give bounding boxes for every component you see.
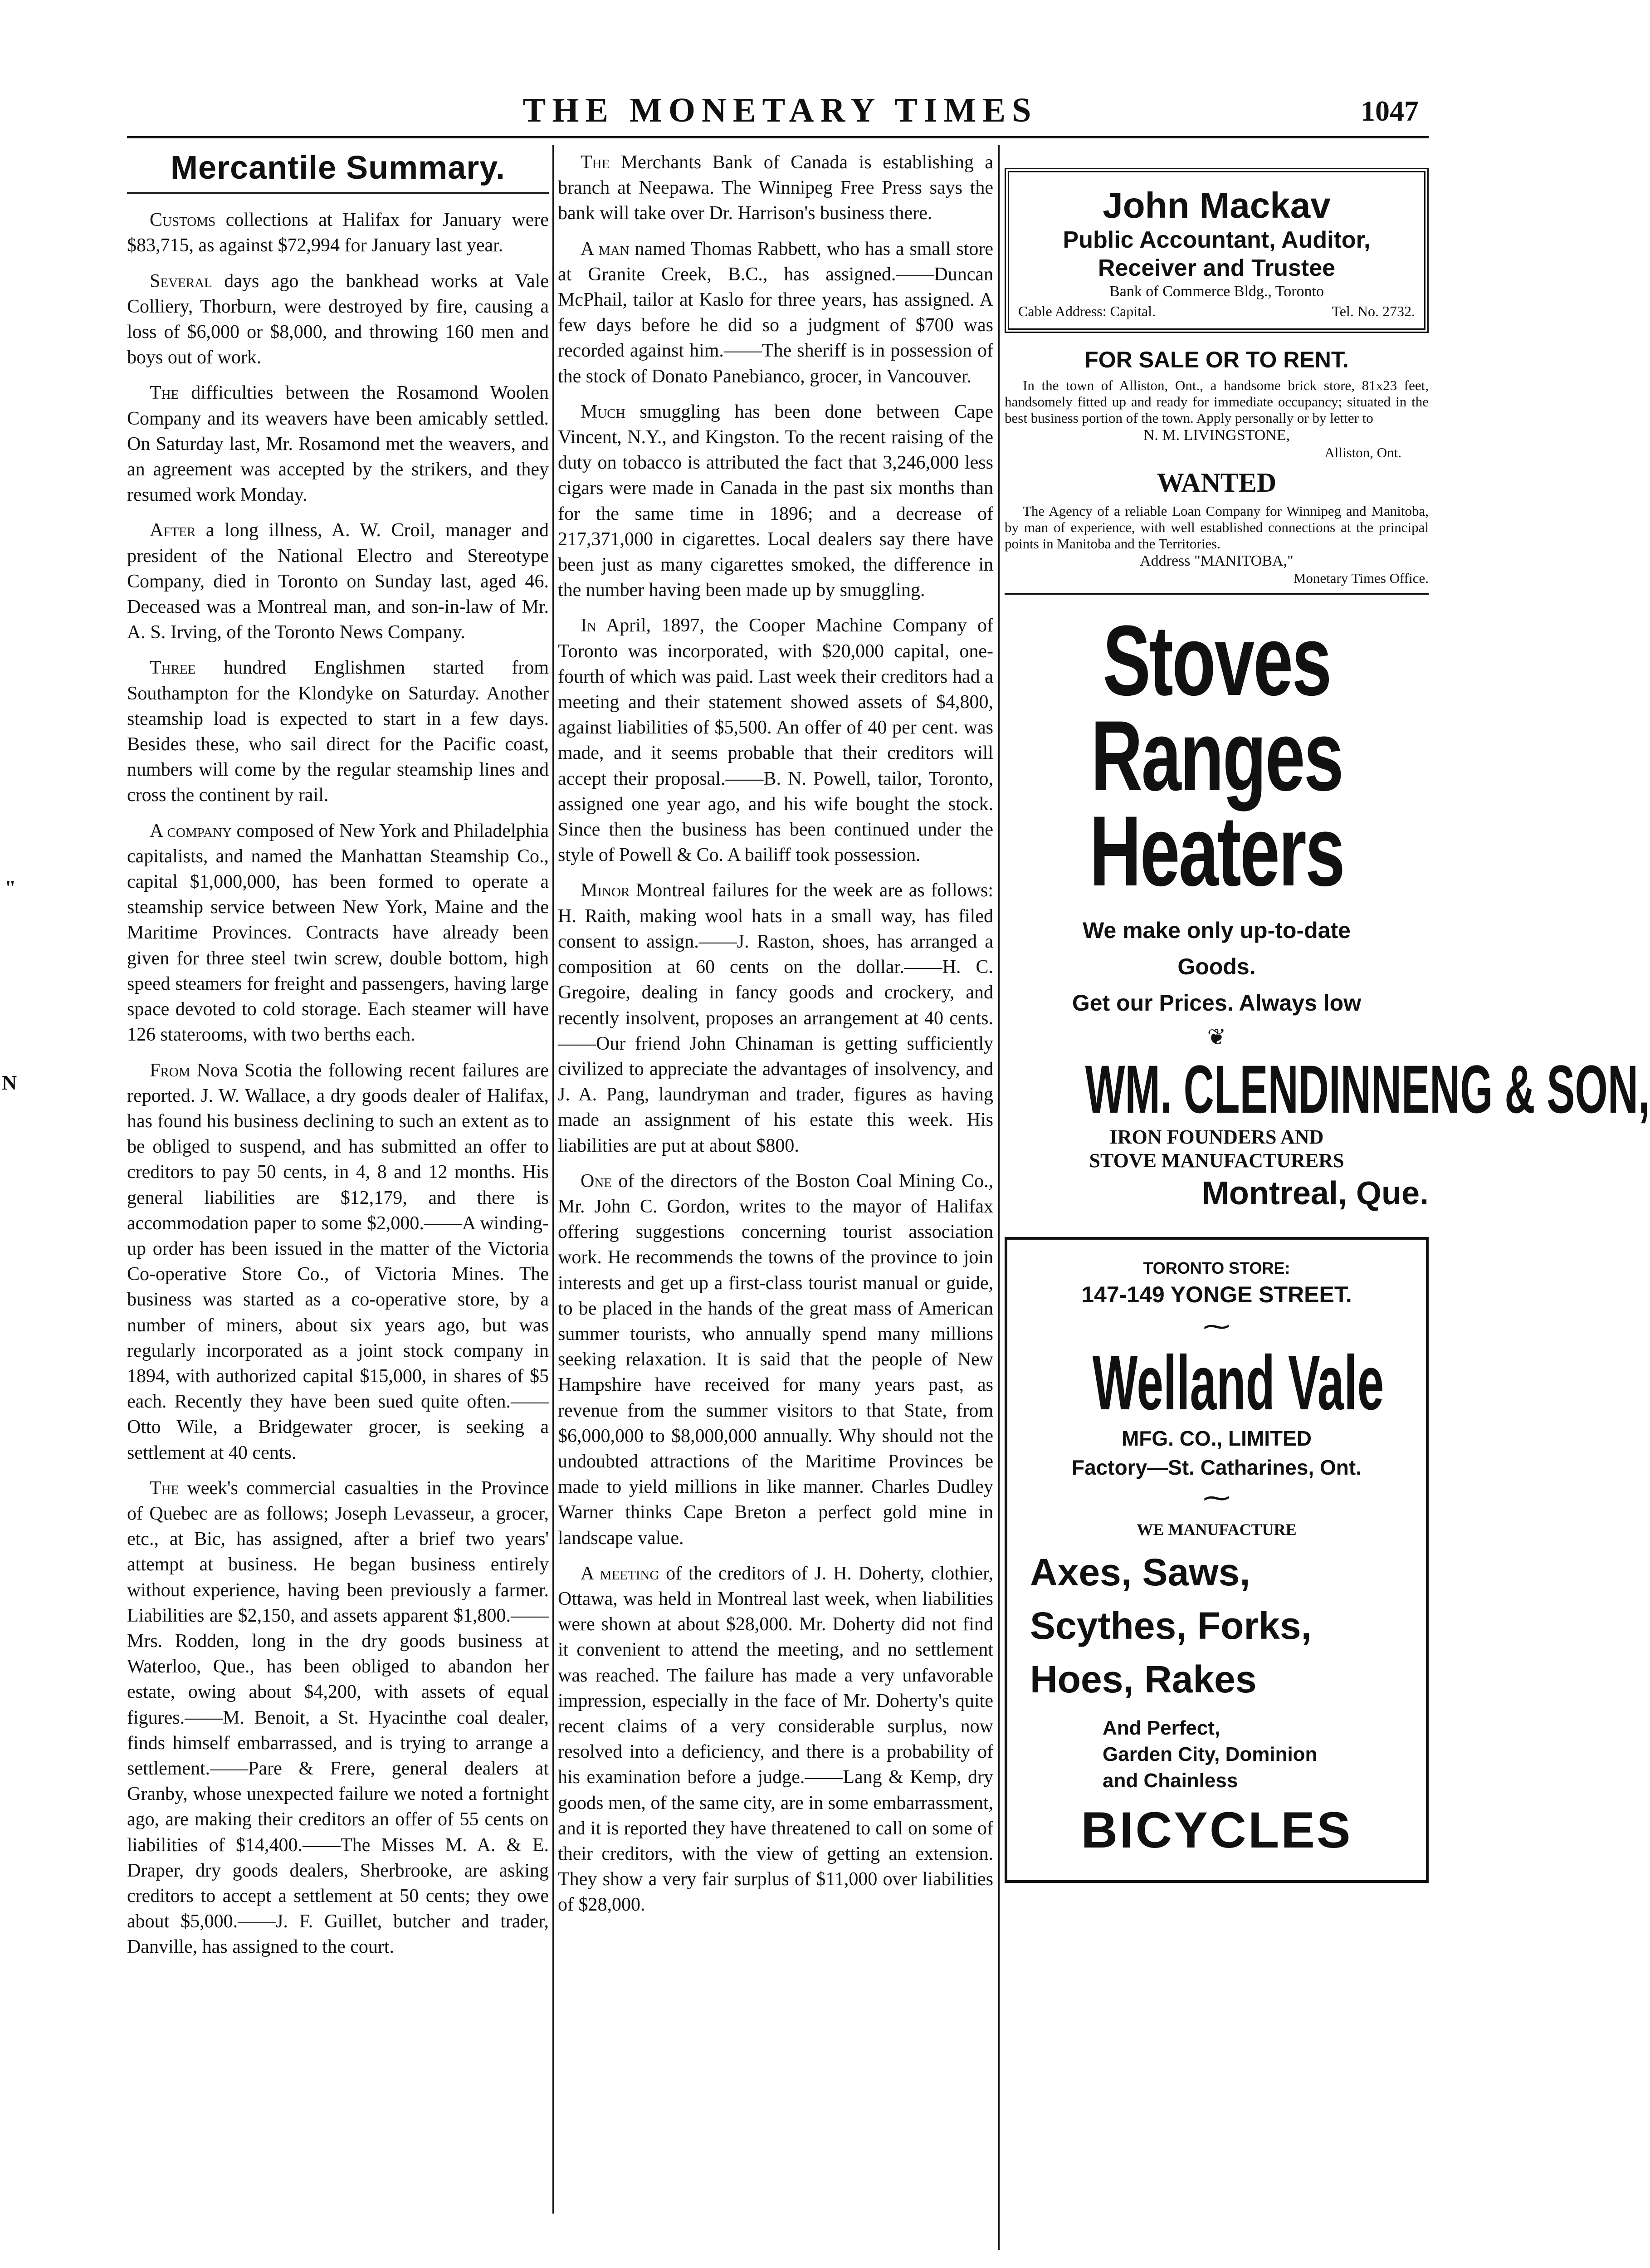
paragraph-lead: A man [581,238,630,259]
paragraph-lead: In [581,615,596,636]
paragraph [127,1476,549,1960]
bicycles-and-line-2: Garden City, Dominion [1103,1743,1318,1765]
masthead-title: THE MONETARY TIMES [522,91,1038,129]
wanted-address: Address "MANITOBA," [1140,552,1294,569]
advertisement-column [1005,150,1650,1883]
leaf-ornament-icon: ❦ [1207,1024,1226,1050]
paragraph-lead: The [150,1477,179,1499]
column-one [127,150,549,1970]
bicycles-heading: BICYCLES [1081,1802,1352,1858]
ranges-line: Ranges [1091,700,1342,811]
tools-line-1: Axes, Saws, [1030,1551,1250,1593]
welland-vale-factory: Factory—St. Catharines, Ont. [1071,1456,1362,1479]
stoves-line: Stoves [1103,605,1331,716]
dash-ornament-icon: ⁓ [1203,1311,1230,1341]
margin-quote: " [5,876,16,899]
mackay-address: Bank of Commerce Bldg., Toronto [1109,283,1324,300]
paragraph-text: collections at Halifax for January were $83,715, as against $72,994 for January last year. [127,210,549,256]
paragraph-lead: Customs [150,210,216,231]
paragraph-text: days ago the bankhead works at Vale Colliery, Thorburn, were destroyed by fire, causing a loss of $6,000 or $8,000, and throwing 160 men and boys out of work. [127,270,549,368]
column-two [558,150,993,1928]
paragraph-lead: The [581,152,610,173]
tools-line-2: Scythes, Forks, [1030,1604,1312,1647]
wanted-office: Monetary Times Office. [1293,570,1429,586]
paragraph [127,518,549,645]
mackay-name: John Mackav [1103,185,1331,225]
paragraph-text: week's commercial casualties in the Province of Quebec are as follows; Joseph Levasseur, a grocer, etc., at Bic, has assigned, after a brief two years' attempt at business. He began business entirely without experience, having been previously a farmer. Liabilities are $2,150, and assets apparent $1,800.——Mrs. Rodden, long in the dry goods business at Waterloo, Que., has been obliged to abandon her estate, owing about $4,200, with assets of equal figures.——M. Benoit, a St. Hyacinthe coal dealer, finds himself embarrassed, and is trying to arrange a settlement.——Pare & Frere, general dealers at Granby, whose unexpected failure we noted a fortnight ago, are making their creditors an offer of 55 cents on liabilities of $14,400.——The Misses M. A. & E. Draper, dry goods dealers, Sherbrooke, are asking creditors to accept a settlement at 50 cents; they owe about $5,000.——J. F. Guillet, butcher and trader, Danville, has assigned to the court. [127,1477,549,1958]
we-manufacture-label: WE MANUFACTURE [1137,1520,1297,1539]
paragraph [127,380,549,508]
paragraph-text: Nova Scotia the following recent failures are reported. J. W. Wallace, a dry goods dealer of Halifax, has found his business declining to such an extent as to be obliged to suspend, and has submitted an offer to creditors to pay 50 cents, in 4, 8 and 12 months. His general liabilities are $12,179, and there is accommodation paper to some $2,000.——A winding-up order has been issued in the matter of the Victoria Co-operative Store Co., of Victoria Mines. The business was started as a co-operative store, by a number of miners, about six years ago, but was regularly incorporated as a joint stock company in 1894, with authorized capital $15,000, in shares of $5 each. Recently they have been sued quite often.——Otto Wile, a Bridgewater grocer, is seeking a settlement at 40 cents. [127,1060,549,1463]
paragraph-lead: Several [150,270,212,292]
paragraph-lead: After [150,520,196,541]
for-sale-place: Alliston, Ont. [1324,445,1401,460]
paragraph-text: of the creditors of J. H. Doherty, clothier, Ottawa, was held in Montreal last week, when liabilities were shown at about $28,000. Mr. Doherty did not find it convenient to attend the meeting, and no settlement was reached. The failure has made a very unfavorable impression, especially in the face of Mr. Doherty's quite recent claims of a very considerable surplus, now resolved into a deficiency, and there is a probability of his examination before a judge.——Lang & Kemp, dry goods men, of the same city, are in some embarrassment, and it is reported they have threatened to call on some of their creditors, with the view of getting an extension. They show a very fair surplus of $11,000 over liabilities of $28,000. [558,1563,993,1916]
paragraph [558,399,993,603]
tools-line-3: Hoes, Rakes [1030,1658,1257,1701]
mackay-tel: Tel. No. 2732. [1332,303,1415,319]
paragraph-text: difficulties between the Rosamond Woolen Company and its weavers have been amicably settled. On Saturday last, Mr. Rosamond met the weavers, and an agreement was accepted by the strikers, and they resumed work Monday. [127,382,549,506]
welland-vale-company: MFG. CO., LIMITED [1121,1427,1312,1450]
toronto-store-label: TORONTO STORE: [1143,1259,1290,1277]
margin-letter: N [2,1071,17,1094]
paragraph-lead: Minor [581,880,630,901]
summary-title-rule [127,192,549,194]
welland-vale-advertisement [1005,1237,1429,1883]
mackay-title: Public Accountant, Auditor, Receiver and Trustee [1063,227,1371,281]
paragraph [127,269,549,371]
paragraph-lead: From [150,1060,190,1081]
paragraph-text: smuggling has been done between Cape Vincent, N.Y., and Kingston. To the recent raising of the duty on tobacco is attributed the fact that 3,246,000 less cigars were made in Canada in the past six months than for the same time in 1896; and a decrease of 217,371,000 in cigarettes. Local dealers say there have been just as many cigarettes smoked, the difference in the number having been made up by smuggling. [558,401,993,601]
clendinneng-sub1: IRON FOUNDERS AND [1109,1126,1324,1148]
paragraph [558,1561,993,1918]
paragraph-lead: A meeting [581,1563,659,1584]
paragraph-text: named Thomas Rabbett, who has a small store at Granite Creek, B.C., has assigned.——Duncan McPhail, tailor at Kaslo for three years, has assigned. A few days before he did so a judgment of $700 was recorded against him.——The sheriff is in possession of the stock of Donato Panebianco, grocer, in Vancouver. [558,238,994,387]
paragraph-lead: The [150,382,179,404]
mackay-advertisement [1005,168,1429,333]
column-rule-right [998,145,1000,2250]
dash-ornament-icon: ⁓ [1203,1483,1230,1513]
stoves-advertisement [1005,605,1650,1214]
bicycles-and-line-1: And Perfect, [1103,1717,1220,1739]
column-rule-left [552,145,554,2214]
paragraph-text: Merchants Bank of Canada is establishing a branch at Neepawa. The Winnipeg Free Press says the bank will take over Dr. Harrison's business there. [558,152,993,224]
heaters-line: Heaters [1089,795,1344,907]
page-number: 1047 [1361,95,1419,127]
paragraph [558,1168,993,1551]
paragraph-text: hundred Englishmen started from Southampton for the Klondyke on Saturday. Another steamship load is expected to start in a few days. Besides these, who sail direct for the Pacific coast, numbers will come by the regular steamship lines and cross the continent by rail. [127,657,549,806]
mackay-contact-row [1018,301,1415,321]
for-sale-name: N. M. LIVINGSTONE, [1143,427,1290,444]
bicycles-and-line-3: and Chainless [1103,1769,1238,1792]
stoves-tagline: We make only up-to-date [1083,918,1351,943]
for-sale-advertisement [1005,347,1429,461]
paragraph [558,150,993,226]
paragraph-text: a long illness, A. W. Croil, manager and president of the National Electro and Stereotype Company, died in Toronto on Sunday last, aged 46. Deceased was a Montreal man, and son-in-law of Mr. A. S. Irving, of the Toronto News Company. [127,520,549,643]
paragraph-lead: Three [150,657,196,679]
paragraph [127,818,549,1048]
paragraph [127,207,549,258]
for-sale-heading: FOR SALE OR TO RENT. [1084,347,1349,372]
wanted-heading: WANTED [1157,468,1277,498]
paragraph-text: Montreal failures for the week are as follows: H. Raith, making wool hats in a small way, has filed consent to assign.——J. Raston, shoes, has arranged a composition at 60 cents on the dollar.——H. C. Gregoire, dealing in fancy goods and crockery, and recently insolvent, proposes an arrangement at 40 cents.——Our friend John Chinaman is getting sufficiently civilized to appreciate the advantages of insolvency, and J. A. Pang, laundryman and trader, figures as having made an assignment of his estate this week. His liabilities are put at about $800. [558,880,993,1156]
paragraph-text: April, 1897, the Cooper Machine Company of Toronto was incorporated, with $20,000 capital, one-fourth of which was paid. Last week their creditors had a meeting and their statement showed assets of $4,800, against liabilities of $5,500. An offer of 40 per cent. was made, and it seems probable that their creditors will accept their proposal.——B. N. Powell, tailor, Toronto, assigned one year ago, and his wife bought the stock. Since then the business has been continued under the style of Powell & Co. A bailiff took possession. [558,615,993,866]
stoves-prices: Get our Prices. Always low [1072,990,1362,1016]
wanted-body: The Agency of a reliable Loan Company for Winnipeg and Manitoba, by man of experience, with well established connections at the principal points in Manitoba and the Territories. [1005,503,1429,552]
paragraph-lead: One [581,1170,612,1192]
toronto-store-street: 147-149 YONGE STREET. [1081,1282,1352,1307]
clendinneng-city: Montreal, Que. [1201,1175,1429,1212]
clendinneng-sub2: STOVE MANUFACTURERS [1089,1149,1344,1172]
paragraph [558,236,993,389]
stoves-tagline-goods: Goods. [1177,954,1256,979]
header-rule [127,136,1429,138]
paragraph [558,613,993,868]
wanted-advertisement [1005,467,1429,595]
paragraph [558,878,993,1158]
paragraph-text: composed of New York and Philadelphia capitalists, and named the Manhattan Steamship Co., capital $1,000,000, has been formed to operate a steamship service between New York, Maine and the Maritime Provinces. Contracts have already been given for three steel twin screw, double bottom, high speed steamers for freight and passengers, having large space devoted to cold storage. Each steamer will have 126 staterooms, with two berths each. [127,820,549,1046]
paragraph-lead: Much [581,401,625,422]
paragraph-text: of the directors of the Boston Coal Mining Co., Mr. John C. Gordon, writes to the mayor of Halifax offering suggestions concerning tourist association work. He recommends the towns of the province to join interests and get up a first-class tourist manual or guide, to be placed in the hands of the great mass of American summer tourists, who annually spend many millions seeking relaxation. It is said that the people of New Hampshire have received for many years past, as revenue from the summer visitors to that State, from $6,000,000 to $8,000,000 annually. Why should not the undoubted attractions of the Maritime Provinces be made to yield millions in like manner. Charles Dudley Warner thinks Cape Breton a perfect gold mine in landscape value. [558,1170,993,1549]
for-sale-body: In the town of Alliston, Ont., a handsome brick store, 81x23 feet, handsomely fitted up and ready for immediate occupancy; situated in the best business portion of the town. Apply personally or by letter to [1005,377,1429,426]
paragraph [127,1058,549,1466]
paragraph-lead: A company [150,820,232,841]
clendinneng-firm: WM. CLENDINNENG & SON, [1085,1051,1650,1127]
mackay-cable: Cable Address: Capital. [1018,303,1156,319]
paragraph [127,655,549,808]
welland-vale-name: Welland Vale [1092,1340,1384,1426]
summary-title: Mercantile Summary. [171,150,505,186]
